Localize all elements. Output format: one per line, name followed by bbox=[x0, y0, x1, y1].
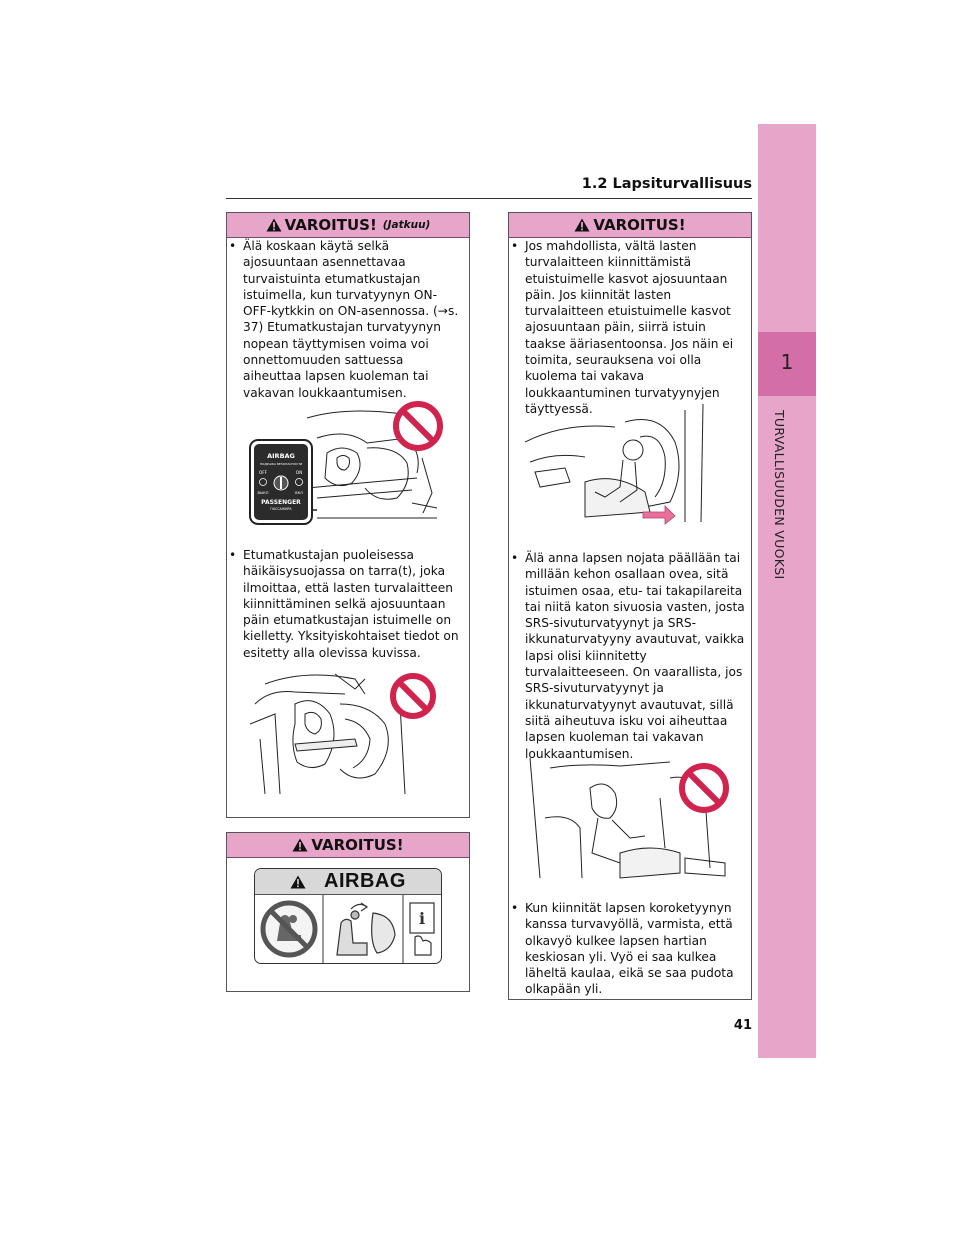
warning-bullet-text: Älä koskaan käytä selkä ajosuuntaan asennettavaa turvaistuinta etumatkustajan istuimella, kun turvatyynyn ON-OFF-kytkkin on ON-asennossa. (→s. 37) Etumatkustajan turvatyynyn nopean täyttymisen voima voi onnettomuuden sattuessa aiheuttaa lapsen kuoleman tai vakavan loukkaantumisen. bbox=[243, 239, 459, 400]
switch-label-on: ON bbox=[295, 470, 303, 475]
svg-text:i: i bbox=[418, 909, 426, 928]
warning-bullet-item bbox=[511, 900, 746, 998]
airbag-warning-label bbox=[254, 868, 442, 964]
warning-bullet-item bbox=[229, 238, 463, 401]
warning-bullet-item bbox=[511, 238, 746, 417]
warning-triangle-icon bbox=[292, 838, 308, 852]
warning-triangle-icon bbox=[266, 218, 282, 232]
warning-header bbox=[509, 213, 751, 238]
header-rule bbox=[226, 198, 752, 199]
airbag-switch-illustration bbox=[247, 398, 443, 532]
bullet-dot: • bbox=[511, 901, 519, 915]
airbag-label-triangle-icon bbox=[290, 875, 306, 889]
airbag-label-pictograms bbox=[255, 895, 441, 963]
warning-title: VAROITUS! bbox=[284, 216, 377, 234]
no-child-seat-icon bbox=[263, 903, 315, 955]
warning-bullet-item bbox=[511, 550, 746, 762]
rear-facing-seat-prohibited-illustration bbox=[245, 664, 445, 798]
warning-bullet-text: Jos mahdollista, vältä lasten turvalaitteen kiinnittämistä etuistuimelle kasvot ajosuuntaan päin. Jos kiinnität lasten turvalaitteen etuistuimelle kasvot ajosuuntaan päin, siirrä istuin taakse ääriasentoonsa. Jos näin ei toimita, seurauksena voi olla kuolema tai vakava loukkaantuminen turvatyynyjen täyttyessä. bbox=[525, 239, 734, 416]
switch-label-cyrillic-bottom: ПАССАЖИРА bbox=[270, 507, 292, 511]
warning-header bbox=[227, 213, 469, 238]
child-leaning-door-prohibited-illustration bbox=[520, 758, 745, 884]
warning-header bbox=[227, 833, 469, 858]
airbag-label-text: AIRBAG bbox=[324, 870, 406, 892]
bullet-dot: • bbox=[511, 551, 519, 565]
warning-title: VAROITUS! bbox=[311, 836, 404, 854]
warning-subtitle: (Jatkuu) bbox=[382, 219, 431, 231]
section-title: 1.2 Lapsiturvallisuus bbox=[581, 176, 752, 192]
chapter-title-vertical bbox=[772, 410, 802, 600]
switch-label-vykl: ВЫКЛ bbox=[257, 491, 269, 495]
switch-label-cyrillic-top: ПОДУШКА БЕЗОПАСНОСТИ bbox=[259, 462, 303, 466]
airbag-deploy-seat-icon bbox=[337, 903, 395, 955]
warning-bullet-item bbox=[229, 547, 463, 661]
bullet-dot: • bbox=[229, 548, 237, 562]
manual-info-icon bbox=[410, 903, 434, 955]
page-number: 41 bbox=[733, 1018, 752, 1033]
warning-bullet-text: Etumatkustajan puoleisessa häikäisysuojassa on tarra(t), joka ilmoittaa, että lasten turvalaitteen kiinnittäminen selkä ajosuuntaan päin etumatkustajan istuimelle on kielletty. Yksityiskohtaiset tiedot on esitetty alla olevissa kuvissa. bbox=[243, 548, 459, 660]
bullet-dot: • bbox=[511, 239, 519, 253]
warning-bullet-text: Kun kiinnität lapsen koroketyynyn kanssa turvavyöllä, varmista, että olkavyö kulkee lapsen hartian keskiosan yli. Vyö ei saa kulkea läheltä kaulaa, eikä se saa pudota olkapään yli. bbox=[525, 901, 734, 997]
warning-bullet-text: Älä anna lapsen nojata päällään tai millään kehon osallaan ovea, sitä istuimen osaa, etu- tai takapilareita tai niitä katon sivuosia vasten, josta SRS-sivuturvatyynyt ja SRS-ikkunaturvatyyny avautuvat, vaikka lapsi olisi kiinnitetty turvalaitteeseen. On vaarallista, jos SRS-sivuturvatyynyt ja ikkunaturvatyynyt avautuvat, sillä siitä aiheutuva isku voi aiheuttaa lapsen kuoleman tai vakavan loukkaantumisen. bbox=[525, 551, 745, 761]
chapter-number: 1 bbox=[780, 350, 794, 374]
warning-triangle-icon bbox=[574, 218, 590, 232]
switch-label-passenger: PASSENGER bbox=[261, 499, 301, 506]
forward-facing-seat-illustration bbox=[525, 402, 709, 528]
warning-title: VAROITUS! bbox=[593, 216, 686, 234]
switch-label-vkl: ВКЛ bbox=[295, 491, 303, 495]
airbag-label-header bbox=[255, 869, 441, 895]
bullet-dot: • bbox=[229, 239, 237, 253]
switch-label-airbag: AIRBAG bbox=[267, 452, 295, 460]
switch-label-off: OFF bbox=[258, 470, 268, 475]
chapter-title-text: TURVALLISUUDEN VUOKSI bbox=[772, 410, 787, 580]
